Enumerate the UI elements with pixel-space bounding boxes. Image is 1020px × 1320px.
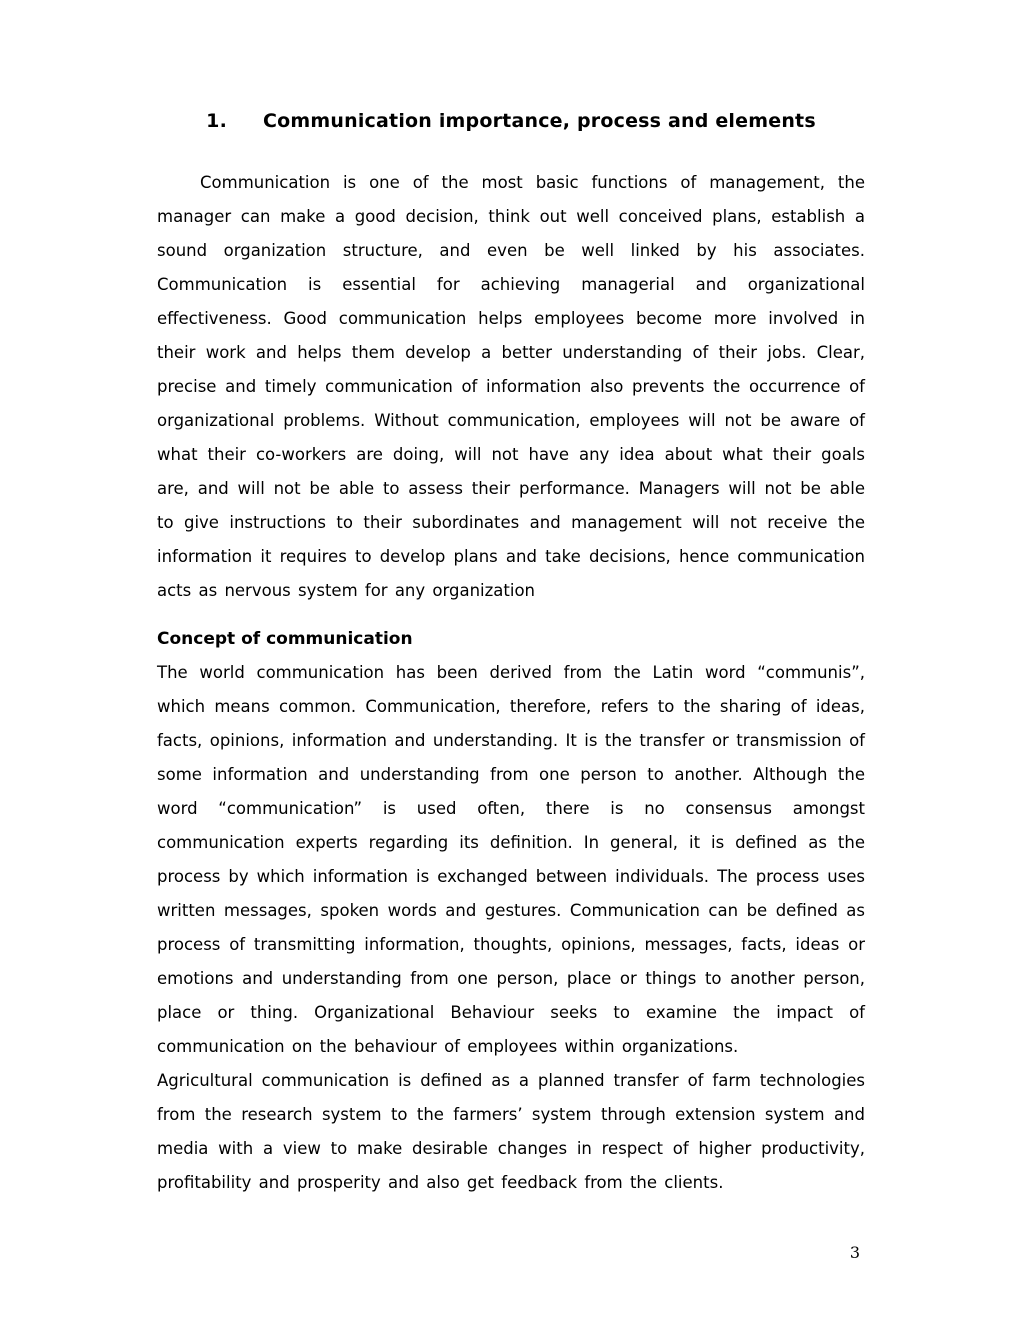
section-title-text: Communication importance, process and elements	[263, 110, 816, 132]
paragraph-concept: The world communication has been derived from the Latin word “communis”, which means common. Communication, therefore, refers to the sharing of ideas, facts, opinions, information and understanding. It is the transfer or transmission of some information and understanding from one person to another. Although the word “communication” is used often, there is no consensus amongst communication experts regarding its definition. In general, it is defined as the process by which information is exchanged between individuals. The process uses written messages, spoken words and gestures. Communication can be defined as process of transmitting information, thoughts, opinions, messages, facts, ideas or emotions and understanding from one person, place or things to another person, place or thing. Organizational Behaviour seeks to examine the impact of communication on the behaviour of employees within organizations.	[157, 663, 865, 1056]
paragraph-intro: Communication is one of the most basic functions of management, the manager can make a good decision, think out well conceived plans, establish a sound organization structure, and even be well linked by his associates. Communication is essential for achieving managerial and organizational effectiveness. Good communication helps employees become more involved in their work and helps them develop a better understanding of their jobs. Clear, precise and timely communication of information also prevents the occurrence of organizational problems. Without communication, employees will not be aware of what their co-workers are doing, will not have any idea about what their goals are, and will not be able to assess their performance. Managers will not be able to give instructions to their subordinates and management will not receive the information it requires to develop plans and take decisions, hence communication acts as nervous system for any organization	[157, 173, 865, 600]
section-number: 1.	[206, 110, 227, 132]
page-number: 3	[849, 1243, 860, 1262]
subsection-heading-concept: Concept of communication	[157, 629, 413, 649]
page-title	[157, 108, 865, 134]
paragraph-agricultural: Agricultural communication is defined as a planned transfer of farm technologies from the research system to the farmers’ system through extension system and media with a view to make desirable changes in respect of higher productivity, profitability and prosperity and also get feedback from the clients.	[157, 1071, 865, 1192]
